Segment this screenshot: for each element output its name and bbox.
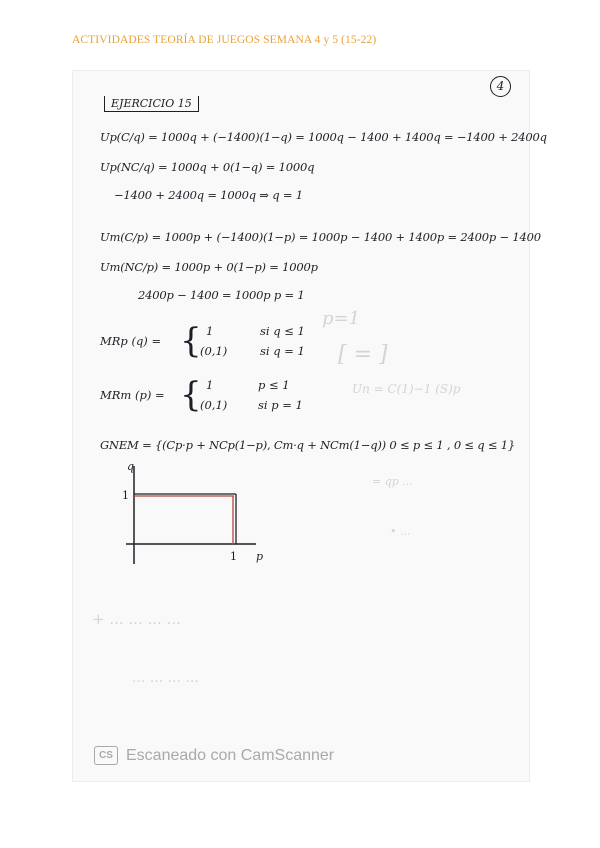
equilibrium-set-line: GNEM = {(Cp·p + NCp(1−p), Cm·q + NCm(1−q)) 0 ≤ p ≤ 1 , 0 ≤ q ≤ 1} xyxy=(100,438,516,452)
y-tick-label: 1 xyxy=(122,489,129,502)
x-axis-label: p xyxy=(256,550,264,563)
bleed-through-mark: Un = C(1)−1 (S)p xyxy=(352,382,461,396)
mrm-case1-value: 1 xyxy=(206,378,214,392)
camscanner-watermark xyxy=(94,746,334,765)
exercise-title: EJERCICIO 15 xyxy=(104,96,199,112)
brace-icon: { xyxy=(180,375,202,415)
mrp-case2-condition: si q = 1 xyxy=(260,344,305,358)
bleed-through-mark: • ... xyxy=(390,525,411,538)
mrp-label: MRp (q) = xyxy=(100,334,162,348)
y-axis-label: q xyxy=(127,460,135,473)
equation-line: Um(C/p) = 1000p + (−1400)(1−p) = 1000p − 1400 + 1400p = 2400p − 1400 xyxy=(100,230,541,244)
mrp-case2-value: (0,1) xyxy=(200,344,228,358)
x-tick-label: 1 xyxy=(230,550,237,563)
equation-line: Up(NC/q) = 1000q + 0(1−q) = 1000q xyxy=(100,160,315,174)
equation-line: −1400 + 2400q = 1000q ⇒ q = 1 xyxy=(114,188,303,202)
document-header: ACTIVIDADES TEORÍA DE JUEGOS SEMANA 4 y 5 (15-22) xyxy=(72,34,377,46)
equation-line: 2400p − 1400 = 1000p p = 1 xyxy=(138,288,305,302)
bleed-through-mark: = qp ... xyxy=(372,475,413,488)
mrm-label: MRm (p) = xyxy=(100,388,165,402)
watermark-text: Escaneado con CamScanner xyxy=(126,746,335,764)
bleed-through-mark: [ = ] xyxy=(338,342,388,367)
camscanner-logo-icon: CS xyxy=(94,746,118,765)
scanned-page xyxy=(72,70,547,782)
best-response-graph xyxy=(116,460,266,570)
page-number-circle: 4 xyxy=(490,76,511,97)
mrm-case2-condition: si p = 1 xyxy=(258,398,303,412)
bleed-through-mark: p=1 xyxy=(322,308,361,329)
mrm-case1-condition: p ≤ 1 xyxy=(258,378,290,392)
mrm-case2-value: (0,1) xyxy=(200,398,228,412)
mrp-case1-condition: si q ≤ 1 xyxy=(260,324,305,338)
bleed-through-mark: + ... ... ... ... xyxy=(92,610,181,628)
brace-icon: { xyxy=(180,321,202,361)
equation-line: Up(C/q) = 1000q + (−1400)(1−q) = 1000q − 1400 + 1400q = −1400 + 2400q xyxy=(100,130,547,144)
mrp-case1-value: 1 xyxy=(206,324,214,338)
bleed-through-mark: ... ... ... ... xyxy=(132,670,199,686)
equation-line: Um(NC/p) = 1000p + 0(1−p) = 1000p xyxy=(100,260,318,274)
